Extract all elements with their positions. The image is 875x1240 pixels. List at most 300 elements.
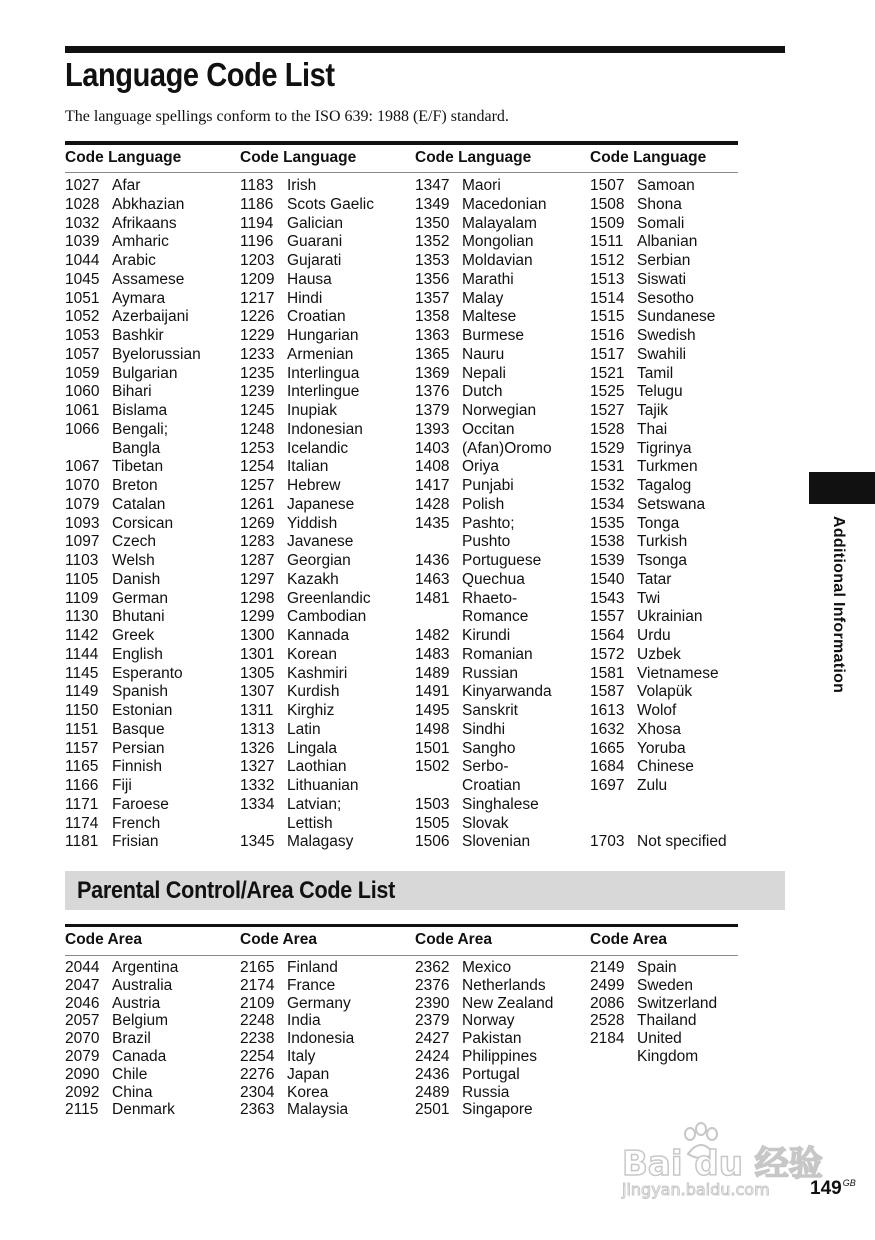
name-cell: Mongolian: [462, 233, 534, 251]
table-row: [590, 496, 727, 515]
name-cell: Maltese: [462, 308, 517, 326]
name-cell: Laothian: [287, 758, 347, 776]
code-cell: [415, 533, 462, 552]
code-cell: 1261: [240, 495, 275, 513]
table-row: [590, 458, 727, 477]
code-cell: 1307: [240, 683, 275, 701]
code-cell: 1513: [590, 270, 625, 288]
name-cell: Interlingue: [287, 383, 360, 401]
table-row: [240, 959, 354, 977]
name-cell: Siswati: [637, 270, 687, 288]
code-cell: 1436: [415, 552, 450, 569]
table-row: [415, 552, 552, 571]
table-row: [240, 1012, 354, 1030]
code-cell: 2090: [65, 1065, 100, 1083]
table-row: [65, 177, 201, 196]
code-cell: 1535: [590, 514, 625, 532]
table-row: [65, 346, 201, 365]
standard-note: The language spellings conform to the ISO 639: 1988 (E/F) standard.: [65, 108, 509, 125]
table-row: [415, 421, 552, 440]
code-cell: 1257: [240, 477, 275, 494]
code-cell: 1070: [65, 477, 100, 494]
name-cell: Indonesia: [287, 1030, 355, 1048]
code-cell: 2165: [240, 959, 275, 976]
name-cell: Hebrew: [287, 477, 341, 494]
table-row: [590, 402, 727, 421]
code-cell: 2528: [590, 1012, 625, 1030]
table-row: [590, 1012, 717, 1030]
table-row: [415, 627, 552, 646]
name-cell: Maori: [462, 177, 501, 194]
name-cell: Not specified: [637, 833, 727, 851]
name-cell: (Afan)Oromo: [462, 439, 552, 457]
table-row: [240, 477, 374, 496]
table-row: [415, 646, 552, 665]
parental-section-title: Parental Control/Area Code List: [77, 877, 396, 904]
code-cell: 1166: [65, 777, 99, 794]
name-cell: Hungarian: [287, 327, 359, 344]
language-header-divider: [65, 172, 738, 173]
table-row: [415, 458, 552, 477]
table-row: [590, 196, 727, 215]
table-row: [65, 1012, 178, 1030]
code-cell: 1097: [65, 533, 100, 551]
code-cell: 1045: [65, 270, 100, 288]
name-cell: France: [287, 976, 336, 994]
table-row: [240, 421, 374, 440]
table-row: [240, 496, 374, 515]
name-cell: Croatian: [287, 308, 346, 326]
table-row: [65, 290, 201, 309]
table-row: [590, 233, 727, 252]
table-row: [240, 815, 374, 834]
name-cell: Tatar: [637, 570, 672, 588]
code-cell: 2379: [415, 1012, 450, 1030]
code-cell: 1142: [65, 627, 99, 644]
name-cell: Macedonian: [462, 195, 547, 213]
code-cell: [415, 777, 462, 796]
code-cell: 1516: [590, 327, 625, 344]
code-cell: 1353: [415, 252, 450, 269]
table-row: [415, 1101, 553, 1119]
table-row: [65, 977, 178, 995]
table-row: [65, 646, 201, 665]
table-row: [240, 1101, 354, 1119]
name-cell: Burmese: [462, 327, 525, 344]
table-row: [590, 758, 727, 777]
table-row: [240, 796, 374, 815]
table-row: [240, 833, 374, 852]
name-cell: Pashto;: [462, 514, 515, 532]
table-row: [65, 365, 201, 384]
table-row: [415, 796, 552, 815]
code-cell: 1632: [590, 720, 625, 738]
code-cell: 1505: [415, 814, 450, 832]
table-row: [65, 383, 201, 402]
code-cell: 1349: [415, 195, 450, 213]
code-cell: 1254: [240, 458, 275, 476]
table-row: [65, 196, 201, 215]
code-cell: 2501: [415, 1101, 450, 1119]
table-row: [415, 702, 552, 721]
code-cell: 1194: [240, 214, 274, 232]
table-row: [65, 515, 201, 534]
name-cell: Korea: [287, 1083, 329, 1101]
code-cell: 1327: [240, 758, 275, 776]
table-row: [65, 215, 201, 234]
table-row: [65, 1101, 178, 1119]
name-cell: Breton: [112, 477, 158, 494]
code-cell: 1379: [415, 402, 450, 419]
name-cell: Lingala: [287, 739, 337, 757]
table-row: [65, 402, 201, 421]
table-row: [240, 627, 374, 646]
language-header-col4: Code Language: [590, 149, 707, 166]
table-row: [65, 740, 201, 759]
code-cell: 1417: [415, 477, 450, 494]
table-row: [590, 646, 727, 665]
table-row: [65, 440, 201, 459]
name-cell: Oriya: [462, 458, 500, 476]
name-cell: Quechua: [462, 570, 525, 588]
table-row: [240, 177, 374, 196]
table-row: [65, 833, 201, 852]
table-row: [65, 702, 201, 721]
name-cell: China: [112, 1083, 153, 1101]
code-cell: 1181: [65, 833, 99, 851]
code-cell: 1463: [415, 570, 450, 588]
code-cell: 1428: [415, 495, 450, 513]
table-row: [240, 1084, 354, 1102]
area-column-2: [240, 959, 354, 1119]
name-cell: Afrikaans: [112, 214, 177, 232]
name-cell: Czech: [112, 533, 156, 551]
name-cell: Chinese: [637, 758, 694, 776]
code-cell: 2115: [65, 1101, 99, 1119]
name-cell: Scots Gaelic: [287, 195, 375, 213]
code-cell: 1149: [65, 683, 99, 701]
name-cell: Danish: [112, 570, 161, 588]
name-cell: Marathi: [462, 270, 514, 288]
table-row: [65, 995, 178, 1013]
code-cell: 1301: [240, 645, 275, 663]
table-row: [415, 346, 552, 365]
name-cell: Indonesian: [287, 420, 363, 438]
name-cell: Turkmen: [637, 458, 698, 476]
name-cell: Faroese: [112, 795, 169, 813]
table-row: [415, 308, 552, 327]
code-cell: 2070: [65, 1030, 100, 1048]
code-cell: 2086: [590, 994, 625, 1012]
code-cell: 1483: [415, 645, 450, 663]
table-row: [415, 533, 552, 552]
code-cell: 2427: [415, 1030, 450, 1048]
name-cell: Kirghiz: [287, 702, 335, 719]
code-cell: 1067: [65, 458, 100, 476]
table-row: [590, 1048, 717, 1066]
name-cell: Bashkir: [112, 327, 164, 344]
name-cell: Frisian: [112, 833, 159, 851]
table-row: [415, 777, 552, 796]
code-cell: 1300: [240, 627, 275, 644]
table-row: [65, 627, 201, 646]
language-column-2: [240, 177, 374, 852]
area-table-top-rule: [65, 924, 738, 927]
code-cell: [65, 440, 112, 459]
name-cell: Italian: [287, 458, 329, 476]
table-row: [415, 515, 552, 534]
table-row: [415, 683, 552, 702]
name-cell: Moldavian: [462, 252, 533, 269]
table-row: [415, 1048, 553, 1066]
code-cell: 1287: [240, 552, 275, 569]
name-cell: Rhaeto-: [462, 589, 518, 607]
code-cell: 1347: [415, 177, 450, 194]
area-header-col1: Code Area: [65, 931, 142, 948]
name-cell: German: [112, 589, 168, 607]
table-row: [415, 571, 552, 590]
name-cell: Armenian: [287, 345, 354, 363]
name-cell: India: [287, 1012, 321, 1030]
table-row: [65, 571, 201, 590]
name-cell: Canada: [112, 1047, 167, 1065]
table-row: [415, 233, 552, 252]
name-cell: Basque: [112, 720, 165, 738]
code-cell: 1229: [240, 327, 275, 344]
name-cell: Abkhazian: [112, 195, 185, 213]
table-row: [240, 571, 374, 590]
name-cell: New Zealand: [462, 994, 554, 1012]
name-cell: Estonian: [112, 702, 173, 719]
table-row: [240, 590, 374, 609]
language-header-col2: Code Language: [240, 149, 357, 166]
code-cell: [590, 815, 637, 834]
name-cell: Mexico: [462, 959, 512, 976]
code-cell: 1145: [65, 664, 99, 682]
name-cell: Albanian: [637, 233, 698, 251]
table-row: [65, 721, 201, 740]
name-cell: Tonga: [637, 514, 680, 532]
table-row: [240, 402, 374, 421]
table-row: [590, 740, 727, 759]
name-cell: Persian: [112, 739, 165, 757]
code-cell: 1253: [240, 439, 275, 457]
name-cell: Urdu: [637, 627, 671, 644]
table-row: [65, 458, 201, 477]
name-cell: Amharic: [112, 233, 169, 251]
code-cell: 1376: [415, 383, 450, 401]
table-row: [240, 533, 374, 552]
name-cell: Kashmiri: [287, 664, 348, 682]
code-cell: 2489: [415, 1083, 450, 1101]
code-cell: 1515: [590, 308, 625, 326]
name-cell: Switzerland: [637, 994, 718, 1012]
name-cell: Norwegian: [462, 402, 537, 419]
name-cell: Swedish: [637, 327, 696, 344]
table-row: [590, 383, 727, 402]
code-cell: 1057: [65, 345, 100, 363]
name-cell: Tajik: [637, 402, 669, 419]
name-cell: Twi: [637, 589, 661, 607]
name-cell: Polish: [462, 495, 505, 513]
name-cell: Bhutani: [112, 608, 165, 626]
code-cell: 1311: [240, 702, 274, 719]
name-cell: Xhosa: [637, 720, 681, 738]
code-cell: 1066: [65, 420, 100, 438]
table-row: [240, 1030, 354, 1048]
code-cell: 1079: [65, 495, 100, 513]
name-cell: Japanese: [287, 495, 355, 513]
name-cell: Japan: [287, 1065, 330, 1083]
area-header-col4: Code Area: [590, 931, 667, 948]
table-row: [590, 977, 717, 995]
table-row: [415, 995, 553, 1013]
code-cell: 1684: [590, 758, 625, 776]
name-cell: Uzbek: [637, 645, 681, 663]
code-cell: 1697: [590, 777, 625, 794]
name-cell: Sangho: [462, 739, 516, 757]
code-cell: 1498: [415, 720, 450, 738]
code-cell: 1514: [590, 289, 625, 307]
code-cell: 1305: [240, 664, 275, 682]
table-row: [590, 308, 727, 327]
code-cell: 1508: [590, 195, 625, 213]
top-rule: [65, 46, 785, 53]
table-row: [590, 346, 727, 365]
code-cell: 1482: [415, 627, 450, 644]
name-cell: Irish: [287, 177, 317, 194]
code-cell: 1217: [240, 289, 275, 307]
name-cell: Sanskrit: [462, 702, 518, 719]
table-row: [65, 308, 201, 327]
table-row: [240, 740, 374, 759]
name-cell: Hindi: [287, 289, 323, 307]
name-cell: Tigrinya: [637, 439, 692, 457]
code-cell: 1502: [415, 758, 450, 776]
table-row: [240, 233, 374, 252]
code-cell: [415, 608, 462, 627]
table-row: [240, 683, 374, 702]
table-row: [590, 252, 727, 271]
name-cell: Portuguese: [462, 552, 542, 569]
table-row: [65, 1030, 178, 1048]
code-cell: 2109: [240, 994, 275, 1012]
table-row: [65, 1066, 178, 1084]
name-cell: Finnish: [112, 758, 162, 776]
name-cell: Zulu: [637, 777, 668, 794]
code-cell: 1369: [415, 364, 450, 382]
table-row: [590, 796, 727, 815]
name-cell: Volapük: [637, 683, 693, 701]
table-row: [415, 496, 552, 515]
table-row: [590, 552, 727, 571]
name-cell: Lithuanian: [287, 777, 359, 794]
table-row: [240, 215, 374, 234]
language-header-col3: Code Language: [415, 149, 532, 166]
table-row: [65, 552, 201, 571]
table-row: [415, 477, 552, 496]
name-cell: Argentina: [112, 959, 179, 976]
table-row: [65, 665, 201, 684]
page-title: Language Code List: [65, 56, 335, 93]
name-cell: Tibetan: [112, 458, 164, 476]
table-row: [590, 440, 727, 459]
name-cell: Malayalam: [462, 214, 537, 232]
name-cell: Italy: [287, 1047, 316, 1065]
code-cell: 1489: [415, 664, 450, 682]
table-row: [590, 627, 727, 646]
code-cell: 1059: [65, 364, 100, 382]
code-cell: 1052: [65, 308, 100, 326]
name-cell: Slovak: [462, 814, 509, 832]
name-cell: Russian: [462, 664, 518, 682]
name-cell: Portugal: [462, 1065, 520, 1083]
table-row: [240, 196, 374, 215]
language-column-3: [415, 177, 552, 852]
table-row: [240, 383, 374, 402]
code-cell: 1511: [590, 233, 624, 251]
code-cell: 2079: [65, 1047, 100, 1065]
name-cell: Philippines: [462, 1047, 537, 1065]
name-cell: Spanish: [112, 683, 169, 701]
table-row: [415, 758, 552, 777]
table-row: [415, 977, 553, 995]
name-cell: English: [112, 645, 163, 663]
code-cell: [590, 796, 637, 815]
table-row: [590, 608, 727, 627]
code-cell: 1350: [415, 214, 450, 232]
code-cell: 1060: [65, 383, 100, 401]
code-cell: 1408: [415, 458, 450, 476]
code-cell: 1209: [240, 270, 275, 288]
name-cell: Kurdish: [287, 683, 340, 701]
code-cell: 1528: [590, 420, 625, 438]
name-cell: Fiji: [112, 777, 132, 794]
area-column-3: [415, 959, 553, 1119]
code-cell: 1174: [65, 814, 99, 832]
name-cell: Bulgarian: [112, 364, 178, 382]
table-row: [240, 252, 374, 271]
code-cell: 2174: [240, 976, 275, 994]
table-row: [590, 959, 717, 977]
name-cell: Byelorussian: [112, 345, 201, 363]
code-cell: 1157: [65, 739, 99, 757]
code-cell: 1613: [590, 702, 625, 719]
name-cell: Sundanese: [637, 308, 716, 326]
name-cell: Latvian;: [287, 795, 342, 813]
code-cell: 1525: [590, 383, 625, 401]
name-cell: Icelandic: [287, 439, 349, 457]
code-cell: [590, 1048, 637, 1066]
code-cell: 1028: [65, 195, 100, 213]
code-cell: 2254: [240, 1047, 275, 1065]
code-cell: 1269: [240, 514, 275, 532]
code-cell: 1103: [65, 552, 99, 569]
code-cell: 2092: [65, 1083, 100, 1101]
code-cell: 1044: [65, 252, 100, 269]
name-cell: Tamil: [637, 364, 674, 382]
code-cell: 2276: [240, 1065, 275, 1083]
table-row: [590, 995, 717, 1013]
code-cell: 1393: [415, 420, 450, 438]
name-cell: Latin: [287, 720, 321, 738]
table-row: [415, 1084, 553, 1102]
code-cell: 1543: [590, 589, 625, 607]
code-cell: 2044: [65, 959, 100, 976]
table-row: [65, 1084, 178, 1102]
name-cell: Assamese: [112, 270, 185, 288]
name-cell: Occitan: [462, 420, 515, 438]
